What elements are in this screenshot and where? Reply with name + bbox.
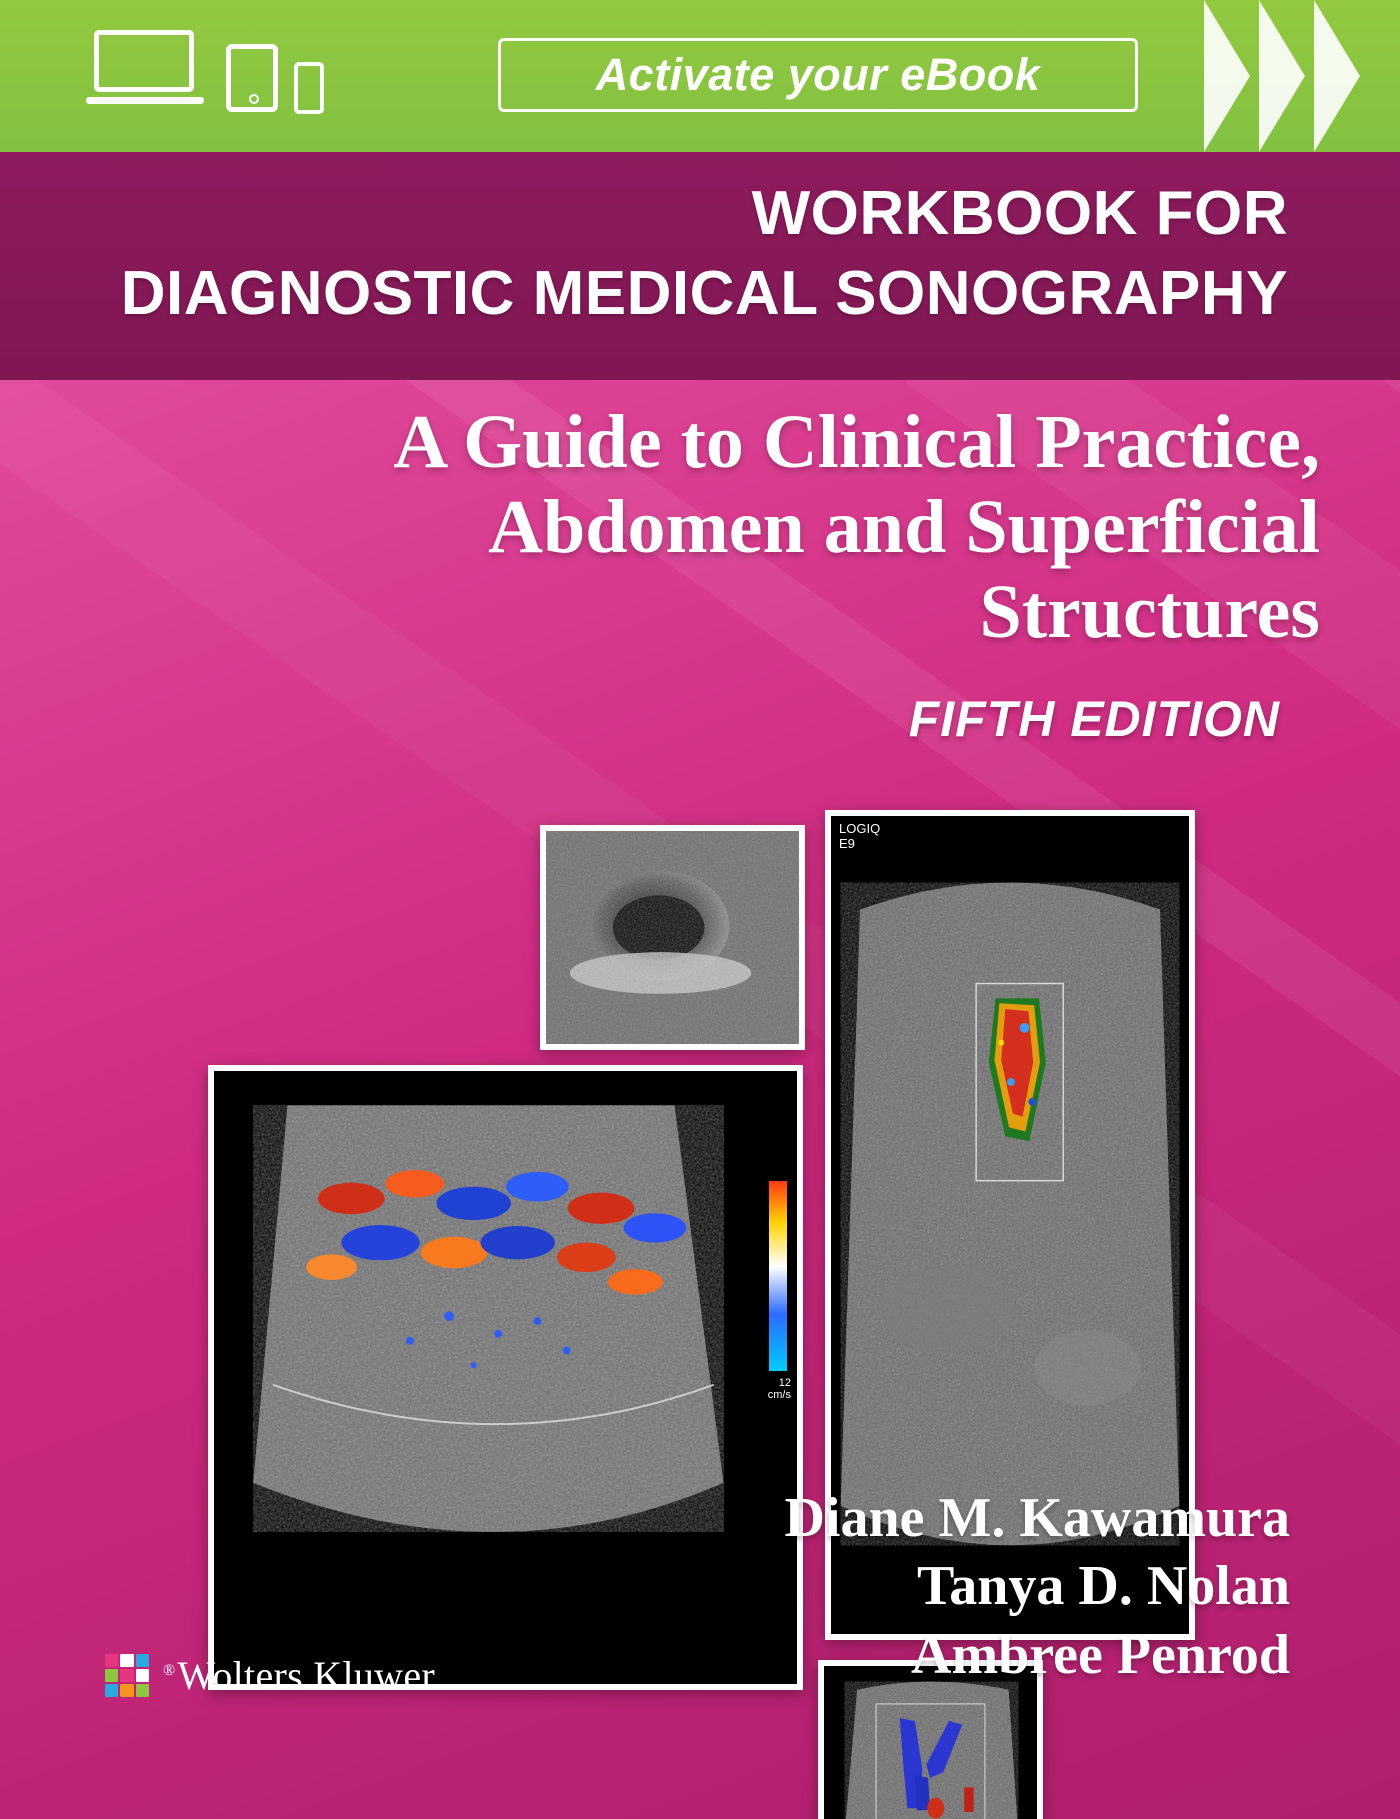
chevron-right-icon xyxy=(1140,0,1400,152)
author-1: Diane M. Kawamura xyxy=(784,1487,1290,1550)
phone-icon xyxy=(294,62,324,114)
laptop-icon xyxy=(86,30,204,104)
series-title-line2: DIAGNOSTIC MEDICAL SONOGRAPHY xyxy=(120,259,1288,328)
ultrasound-machine-label: LOGIQ E9 xyxy=(839,821,881,851)
registered-mark: ® xyxy=(163,1661,176,1679)
title-line-3: Structures xyxy=(979,570,1320,655)
wolters-kluwer-logo-icon xyxy=(105,1654,149,1698)
series-title-band xyxy=(0,152,1400,380)
ultrasound-image-content xyxy=(214,1071,797,1684)
ultrasound-grayscale-upper xyxy=(540,825,805,1050)
activate-ebook-button[interactable] xyxy=(498,38,1138,112)
color-doppler-scale-value: 12 cm/s xyxy=(767,1377,791,1402)
device-icons-group xyxy=(86,22,386,132)
publisher-logo xyxy=(105,1652,435,1699)
title-line-1: A Guide to Clinical Practice, xyxy=(393,400,1320,484)
publisher-name-text: Wolters Kluwer xyxy=(177,1653,436,1698)
edition-label: FIFTH EDITION xyxy=(908,691,1280,747)
ebook-activation-banner xyxy=(0,0,1400,152)
activate-ebook-label: Activate your eBook xyxy=(595,49,1041,100)
series-title-line1: WORKBOOK FOR xyxy=(751,179,1288,248)
ultrasound-color-doppler-wide xyxy=(208,1065,803,1690)
color-doppler-scale-bar xyxy=(769,1181,787,1371)
publisher-name xyxy=(163,1652,435,1699)
tablet-icon xyxy=(226,44,278,112)
cover-body xyxy=(0,380,1400,1819)
author-3: Ambree Penrod xyxy=(911,1623,1290,1686)
ultrasound-image-content xyxy=(546,831,799,1044)
book-title xyxy=(80,400,1320,655)
author-list xyxy=(784,1484,1290,1689)
title-line-2: Abdomen and Superficial xyxy=(488,485,1320,570)
author-2: Tanya D. Nolan xyxy=(917,1555,1290,1618)
